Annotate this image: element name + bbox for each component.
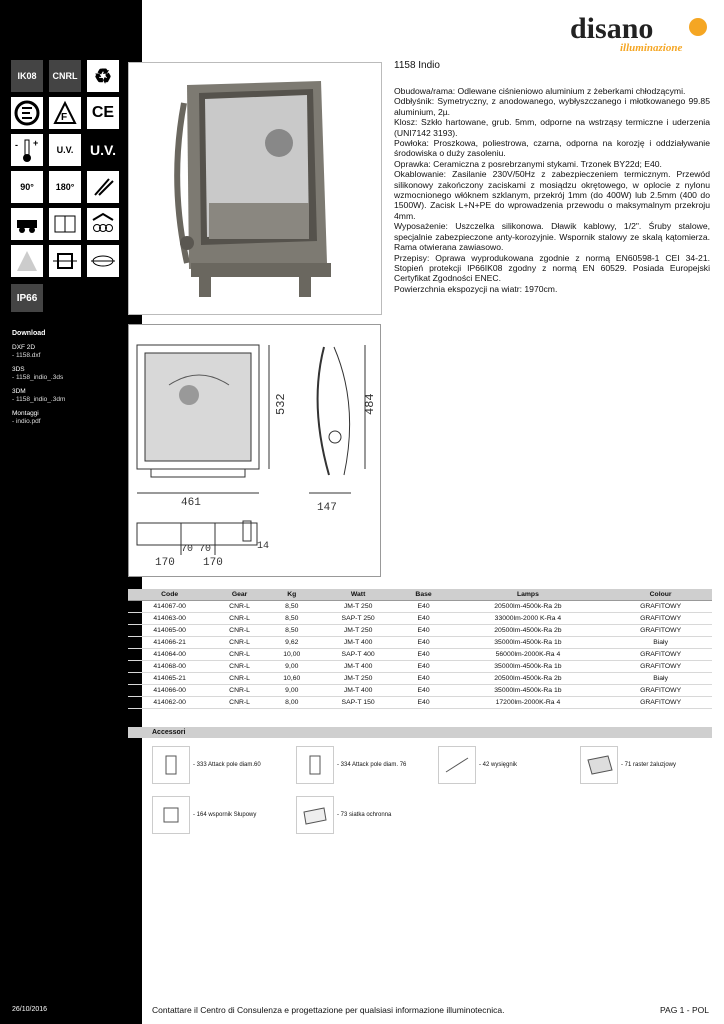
table-cell: JM-T 400 <box>316 684 401 696</box>
table-cell: GRAFITOWY <box>609 624 712 636</box>
brand-logo <box>570 10 710 54</box>
product-title: 1158 Indio <box>394 60 440 71</box>
table-cell: CNR-L <box>211 600 268 612</box>
table-cell: 20500lm-4500k-Ra 2b <box>447 672 610 684</box>
tilt-90-icon <box>11 171 43 203</box>
col-kg: Kg <box>268 589 316 600</box>
table-cell: 35000lm-4500k-Ra 1b <box>447 660 610 672</box>
table-cell: JM-T 250 <box>316 624 401 636</box>
ik08-icon <box>11 60 43 92</box>
accessory-item[interactable] <box>438 746 517 784</box>
table-cell: E40 <box>400 636 446 648</box>
table-cell: 56000lm-2000K-Ra 4 <box>447 648 610 660</box>
table-cell: E40 <box>400 648 446 660</box>
dim-170a: 170 <box>155 557 175 569</box>
table-row <box>128 696 712 708</box>
accessory-label: - 333 Attack pole diam.60 <box>193 762 261 768</box>
table-cell: E40 <box>400 624 446 636</box>
accessory-item[interactable] <box>296 746 406 784</box>
dim-14: 14 <box>257 541 270 552</box>
table-cell: SAP-T 150 <box>316 696 401 708</box>
table-cell: CNR-L <box>211 684 268 696</box>
accessory-item[interactable] <box>580 746 676 784</box>
col-lamps: Lamps <box>447 589 610 600</box>
class-f-icon <box>49 97 81 129</box>
svg-text:+: + <box>33 138 39 148</box>
table-cell: 9,00 <box>268 684 316 696</box>
tools-icon <box>87 171 119 203</box>
rotation-180-icon <box>49 171 81 203</box>
desc-wind: Powierzchnia ekspozycji na wiatr: 1970cm. <box>394 283 558 294</box>
table-row <box>128 636 712 648</box>
col-base: Base <box>400 589 446 600</box>
table-row <box>128 648 712 660</box>
table-cell: GRAFITOWY <box>609 612 712 624</box>
table-cell: E40 <box>400 600 446 612</box>
table-row <box>128 600 712 612</box>
accessory-image <box>580 746 618 784</box>
table-cell: Biały <box>609 636 712 648</box>
recycle-icon: ♻ <box>87 60 119 92</box>
accessory-image <box>152 796 190 834</box>
uv-resistant-icon <box>49 134 81 166</box>
ip66-badge: IP66 <box>11 284 43 312</box>
table-cell: 414068-00 <box>128 660 211 672</box>
desc-diffuser: Klosz: Szkło hartowane, grub. 5mm, odporne na wstrząsy termiczne i uderzenia (UNI7142 3193). <box>394 117 710 138</box>
accessory-image <box>438 746 476 784</box>
desc-standards: Przepisy: Oprawa wyprodukowana zgodnie z normą EN60598-1 CEI 34-21. Stopień protekcji IP66IK08 zgodny z normą EN 60529. Posiada Europejski Certyfikat Zgodności ENEC. <box>394 252 710 284</box>
olympic-rings-icon <box>87 208 119 240</box>
table-cell: CNR-L <box>211 636 268 648</box>
table-cell: 414062-00 <box>128 696 211 708</box>
table-row <box>128 672 712 684</box>
download-label: 3DM <box>12 388 26 395</box>
page-number: PAG 1 - POL <box>660 1005 709 1015</box>
table-cell: 8,50 <box>268 600 316 612</box>
brand-name: disano <box>570 12 654 45</box>
download-link-pdf[interactable]: - indio.pdf <box>12 418 41 425</box>
download-section <box>12 330 137 432</box>
table-cell: 414064-00 <box>128 648 211 660</box>
table-cell: GRAFITOWY <box>609 696 712 708</box>
table-cell: JM-T 400 <box>316 660 401 672</box>
table-row <box>128 612 712 624</box>
table-cell: 414065-00 <box>128 624 211 636</box>
accessory-item[interactable] <box>296 796 391 834</box>
dim-70b: 70 <box>199 544 212 555</box>
table-cell: 33000lm-2000 K-Ra 4 <box>447 612 610 624</box>
product-photo <box>128 62 382 315</box>
accessory-label: - 42 wysięgnik <box>479 762 518 768</box>
col-watt: Watt <box>316 589 401 600</box>
download-group <box>12 344 137 360</box>
download-group <box>12 388 137 404</box>
table-cell: Biały <box>609 672 712 684</box>
table-cell: 35000lm-4500k-Ra 1b <box>447 684 610 696</box>
enec-mark-icon <box>11 97 43 129</box>
table-row <box>128 660 712 672</box>
table-cell: 414063-00 <box>128 612 211 624</box>
table-cell: 8,00 <box>268 696 316 708</box>
light-distribution-icon <box>11 245 43 277</box>
brand-sub: illuminazione <box>620 42 683 54</box>
accessory-item[interactable] <box>152 746 261 784</box>
download-group <box>12 366 137 382</box>
desc-wiring: Okablowanie: Zasilanie 230V/50Hz z zabezpieczeniem termicznym. Przewód silikonowy zakończony zaciskami z mosiądzu okrętowego, w oplocie z nylonu wzmocnionego włóknem szklanym, przekrój 1mm (do 400W) lub 2.5mm (400 do 1500W). Zacisk L+N+PE do wprowadzenia przewodu o maksymalnym przekroju 4mm. <box>394 169 710 221</box>
table-cell: 35000lm-4500k-Ra 1b <box>447 636 610 648</box>
download-link-dxf[interactable]: - 1158.dxf <box>12 352 41 359</box>
accessory-label: - 73 siatka ochronna <box>337 812 392 818</box>
table-cell: E40 <box>400 684 446 696</box>
table-cell: E40 <box>400 612 446 624</box>
accessory-image <box>152 746 190 784</box>
download-group <box>12 410 137 426</box>
table-cell: 20500lm-4500k-Ra 2b <box>447 624 610 636</box>
accessories-heading: Accessori <box>128 727 712 738</box>
table-cell: 414066-21 <box>128 636 211 648</box>
table-cell: GRAFITOWY <box>609 648 712 660</box>
cnrl-icon <box>49 60 81 92</box>
table-cell: CNR-L <box>211 672 268 684</box>
uv-bold-icon: U.V. <box>87 134 119 166</box>
accessory-item[interactable] <box>152 796 256 834</box>
dim-70a: 70 <box>181 544 194 555</box>
deg90-label: 90° <box>20 182 34 192</box>
table-cell: 17200lm-2000K-Ra 4 <box>447 696 610 708</box>
dim-170b: 170 <box>203 557 223 569</box>
temperature-icon <box>11 134 43 166</box>
ik08-label: IK08 <box>17 71 37 81</box>
product-description <box>394 86 710 294</box>
product-codes-table <box>128 589 712 709</box>
table-header-row <box>128 589 712 600</box>
table-cell: 414065-21 <box>128 672 211 684</box>
table-cell: 8,50 <box>268 612 316 624</box>
table-cell: CNR-L <box>211 624 268 636</box>
table-cell: 10,00 <box>268 648 316 660</box>
vehicle-icon <box>11 208 43 240</box>
dim-height-532: 532 <box>274 393 288 415</box>
download-link-3ds[interactable]: - 1158_indio_.3ds <box>12 374 64 381</box>
class-i-icon <box>49 245 81 277</box>
table-cell: SAP-T 400 <box>316 648 401 660</box>
svg-text:F: F <box>61 112 68 123</box>
table-cell: E40 <box>400 660 446 672</box>
table-row <box>128 624 712 636</box>
table-cell: JM-T 250 <box>316 672 401 684</box>
dim-height-484: 484 <box>363 393 377 415</box>
footer-note: Contattare il Centro di Consulenza e progettazione per qualsiasi informazione illuminotecnica. <box>152 1005 505 1015</box>
col-code: Code <box>128 589 211 600</box>
cnrl-label: CNRL <box>52 71 78 81</box>
accessory-image <box>296 746 334 784</box>
desc-coating: Powłoka: Proszkowa, poliestrowa, czarna, odporna na korozję i oddziaływanie środowiska o duży zasoleniu. <box>394 138 710 159</box>
table-cell: CNR-L <box>211 696 268 708</box>
table-cell: JM-T 250 <box>316 600 401 612</box>
accessory-label: - 71 raster żaluzjowy <box>621 762 677 768</box>
table-cell: CNR-L <box>211 612 268 624</box>
table-cell: 414066-00 <box>128 684 211 696</box>
table-cell: 9,00 <box>268 660 316 672</box>
dim-depth: 147 <box>317 502 337 514</box>
table-cell: E40 <box>400 672 446 684</box>
uv-label: U.V. <box>56 145 74 155</box>
table-cell: 20500lm-4500k-Ra 2b <box>447 600 610 612</box>
desc-lampholder: Oprawka: Ceramiczna z posrebrzanymi stykami. Trzonek BY22d; E40. <box>394 158 662 169</box>
print-date: 26/10/2016 <box>12 1006 48 1013</box>
table-cell: E40 <box>400 696 446 708</box>
table-cell: 10,60 <box>268 672 316 684</box>
table-cell: 414067-00 <box>128 600 211 612</box>
table-cell: CNR-L <box>211 648 268 660</box>
table-cell: GRAFITOWY <box>609 600 712 612</box>
table-cell: GRAFITOWY <box>609 684 712 696</box>
download-label: Montaggi <box>12 410 39 417</box>
table-cell: 9,62 <box>268 636 316 648</box>
table-cell: CNR-L <box>211 660 268 672</box>
table-row <box>128 684 712 696</box>
download-link-3dm[interactable]: - 1158_indio_.3dm <box>12 396 66 403</box>
table-cell: SAP-T 250 <box>316 612 401 624</box>
accessory-image <box>296 796 334 834</box>
accessory-label: - 334 Attack pole diam. 76 <box>337 762 407 768</box>
download-label: DXF 2D <box>12 344 36 351</box>
desc-housing: Obudowa/rama: Odlewane ciśnieniowo aluminium z żeberkami chłodzącymi. <box>394 86 686 96</box>
sport-facility-icon <box>49 208 81 240</box>
lamp-type-icon <box>87 245 119 277</box>
table-cell: GRAFITOWY <box>609 660 712 672</box>
table-cell: JM-T 400 <box>316 636 401 648</box>
col-gear: Gear <box>211 589 268 600</box>
sidebar <box>0 0 142 1024</box>
ce-mark-icon: CE <box>87 97 119 129</box>
desc-equipment: Wyposażenie: Uszczelka silikonowa. Dławik kablowy, 1/2". Śruby stalowe, specjalnie zabezpieczone anty-korozyjnie. Wspornik stalowy ze skalą kątomierza. Rama otwierana zawiasowo. <box>394 221 710 253</box>
download-label: 3DS <box>12 366 25 373</box>
desc-reflector: Odbłyśnik: Symetryczny, z anodowanego, wybłyszczanego i młotkowanego 99.85 aluminium, 2µ. <box>394 96 710 117</box>
svg-text:-: - <box>15 140 18 150</box>
download-heading: Download <box>12 330 46 337</box>
dim-width: 461 <box>181 497 201 509</box>
technical-drawing <box>128 324 381 577</box>
accessory-label: - 164 wspornik Słupowy <box>193 812 257 818</box>
table-cell: 8,50 <box>268 624 316 636</box>
col-colour: Colour <box>609 589 712 600</box>
deg180-label: 180° <box>55 182 75 192</box>
